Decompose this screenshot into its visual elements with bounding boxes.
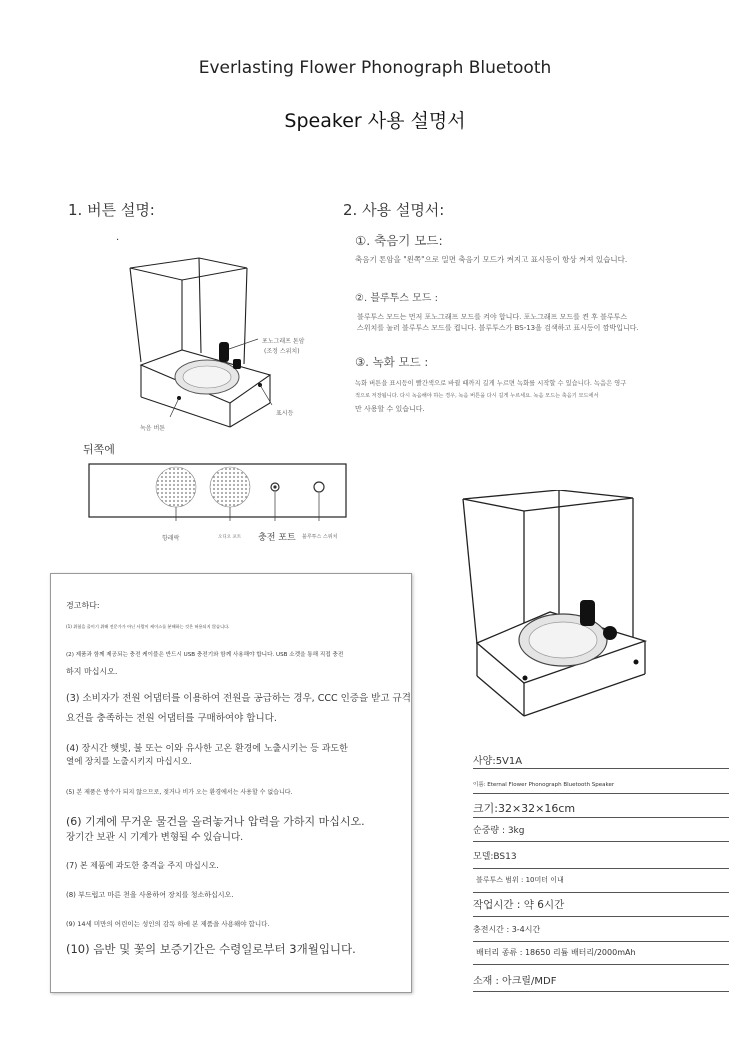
mode3-title: ③. 녹화 모드 :	[355, 355, 429, 369]
back-label-speaker: 항래락	[162, 535, 180, 542]
spec-power: 사양:5V1A	[473, 752, 729, 769]
spec-charge-time: 충전시간 : 3-4시간	[473, 924, 729, 942]
warning-2b: 하지 마십시오.	[66, 667, 118, 676]
title-line-2: Speaker 사용 설명서	[284, 110, 466, 132]
mode1-title: ①. 축음기 모드:	[355, 233, 443, 248]
warning-6a: (6) 기계에 무거운 물건을 올려놓거나 압력을 가하지 마십시오.	[66, 815, 365, 828]
mode2-line2: 스위치를 눌러 블루투스 모드를 켭니다. 블루투스가 BS-13을 검색하고 표시등이 깜박입니다.	[357, 324, 639, 332]
back-label: 뒤쪽에	[83, 443, 115, 456]
spec-model: 모델:BS13	[473, 849, 729, 869]
stray-dot: .	[116, 232, 120, 243]
spec-work-time: 작업시간 : 약 6시간	[473, 897, 729, 917]
spec-size: 크기:32×32×16cm	[473, 800, 729, 818]
warning-5: (5) 본 제품은 방수가 되지 않으므로, 젖거나 비가 오는 환경에서는 사용할 수 없습니다.	[66, 789, 293, 796]
back-label-audio-port: 오디오 포트	[218, 535, 242, 540]
mode1-line1: 축음기 톤암을 "왼쪽"으로 밀면 축음기 모드가 켜지고 표시등이 항상 켜져 있습니다.	[355, 255, 628, 264]
warning-4a: (4) 장시간 햇빛, 불 또는 이와 유사한 고온 환경에 노출시키는 등 과도한	[66, 744, 348, 754]
tonearm-knob-large	[580, 600, 595, 626]
mode2-title: ②. 블루투스 모드 :	[355, 293, 439, 304]
warnings-card	[50, 573, 412, 993]
spec-material: 소재 : 아크릴/MDF	[473, 972, 729, 992]
mode2-line1: 블루투스 모드는 먼저 포노그래프 모드를 켜야 합니다. 포노그래프 모드를 켠 후 블루투스	[357, 313, 628, 321]
label-record-button: 녹음 버튼	[140, 425, 166, 432]
mode3-line1: 녹화 버튼을 표시등이 빨간색으로 바뀔 때까지 길게 누르면 녹화를 시작할 수 있습니다. 녹음은 영구	[355, 380, 627, 387]
back-panel-diagram	[88, 463, 348, 523]
product-diagram-large	[455, 490, 655, 730]
section1-heading: 1. 버튼 설명:	[68, 201, 155, 219]
mode3-line3: 만 사용할 수 있습니다.	[355, 405, 425, 413]
back-label-bt-switch: 블루투스 스위치	[302, 534, 338, 540]
spec-battery: 배터리 종류 : 18650 리튬 배터리/2000mAh	[473, 947, 729, 965]
warning-9: (9) 14세 미만의 어린이는 성인의 감독 하에 본 제품을 사용해야 합니다.	[66, 920, 270, 928]
warning-4b: 열에 장치를 노출시키지 마십시오.	[66, 757, 192, 767]
label-phono-knob-1: 포노그래프 톤암	[262, 338, 305, 345]
warning-10: (10) 음반 및 꽃의 보증기간은 수령일로부터 3개월입니다.	[66, 942, 356, 956]
warning-2a: (2) 제품과 함께 제공되는 충전 케이블은 반드시 USB 충전기와 함께 사용해야 합니다. USB 소켓을 통해 직접 충전	[66, 652, 344, 658]
warning-8: (8) 부드럽고 마른 천을 사용하여 장치를 청소하십시오.	[66, 891, 234, 899]
spec-bt-range: 블루투스 범위 : 10미터 이내	[473, 875, 729, 893]
tonearm-knob	[219, 342, 229, 362]
warnings-heading: 경고하다:	[66, 601, 100, 610]
warning-1: (1) 위험을 줄이기 위해 전문가가 아닌 사람이 케이스를 분해하는 것은 허용되지 않습니다.	[66, 624, 230, 629]
warning-7: (7) 본 제품에 과도한 충격을 주지 마십시오.	[66, 861, 219, 870]
warning-6b: 장기간 보관 시 기계가 변형될 수 있습니다.	[66, 832, 244, 843]
warning-3b: 요건을 충족하는 전원 어댑터를 구매하여야 합니다.	[66, 713, 277, 724]
warning-3a: (3) 소비자가 전원 어댑터를 이용하여 전원을 공급하는 경우, CCC 인증을 받고 규격	[66, 693, 411, 704]
speaker-grille-right	[210, 467, 250, 507]
spec-weight: 순중량 : 3kg	[473, 823, 729, 842]
mode3-line2: 적으로 저장됩니다. 다시 녹음해야 하는 경우, 녹음 버튼을 다시 길게 누르세요. 녹음 모드는 축음기 모드에서	[355, 393, 599, 399]
label-indicator: 표시등	[276, 410, 294, 417]
title-line-1: Everlasting Flower Phonograph Bluetooth	[198, 58, 552, 78]
label-phono-knob-2: (조정 스위치)	[264, 348, 300, 355]
spec-name: 이름: Eternal Flower Phonograph Bluetooth Speaker	[473, 778, 729, 794]
speaker-grille-left	[156, 467, 196, 507]
back-label-charge-port: 충전 포트	[258, 533, 296, 543]
section2-heading: 2. 사용 설명서:	[343, 201, 445, 219]
